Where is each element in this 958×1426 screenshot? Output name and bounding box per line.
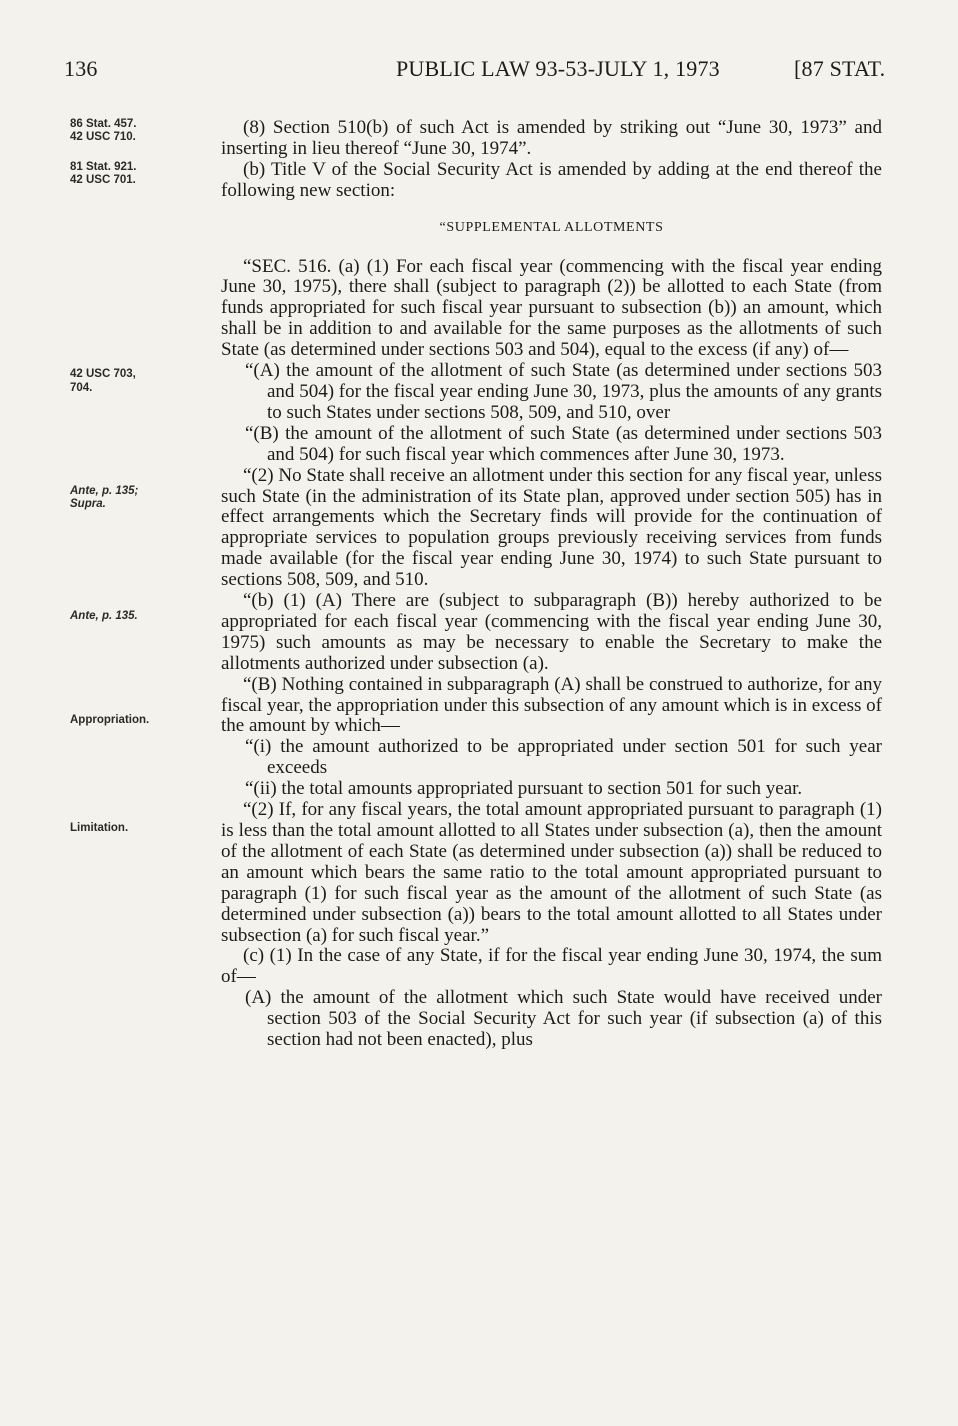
margin-note-usc: 42 USC 701.	[70, 174, 136, 186]
margin-note-stat: 81 Stat. 921.	[70, 161, 137, 173]
paragraph: (A) the amount of the allotment which such State would have received under section 503 of the Social Security Act for such year (if subsection (a) of this section had not been enacted), plus	[245, 987, 882, 1051]
margin-note-usc: 42 USC 710.	[70, 131, 136, 143]
margin-note-stat: 86 Stat. 457.	[70, 118, 137, 130]
paragraph: “(2) If, for any fiscal years, the total amount appropriated pursuant to paragraph (1) is less than the total amount allotted to all States under subsection (a), then the amount of the allotment of each State (as determined under subsection (a)) shall be reduced to an amount which bears the same ratio to the total amount appropriated pursuant to paragraph (1) for such fiscal year as the amount of the allotment of such State (as determined under subsection (a)) bears to the total amount allotted to all States under subsection (a) for such fiscal year.”	[221, 799, 882, 946]
margin-note-limitation: Limitation.	[70, 822, 129, 834]
margin-note-ante: Ante, p. 135.	[70, 610, 138, 622]
paragraph: “(2) No State shall receive an allotment under this section for any fiscal year, unless such State (in the administration of its State plan, approved under section 505) has in effect arrangements which the Secretary finds will provide for the continuation of appropriate services to population groups previously receiving services from funds made available (for the fiscal year ending June 30, 1974) to such State pursuant to sections 508, 509, and 510.	[221, 464, 882, 591]
paragraph: “(i) the amount authorized to be appropriated under section 501 for such year exceeds	[245, 736, 882, 779]
running-title: PUBLIC LAW 93-53-JULY 1, 1973	[396, 56, 720, 81]
paragraph: (b) Title V of the Social Security Act is amended by adding at the end thereof the following new section:	[221, 158, 882, 201]
margin-note-usc: 42 USC 703,	[70, 368, 136, 380]
paragraph: “(b) (1) (A) There are (subject to subparagraph (B)) hereby authorized to be appropriated for each fiscal year (commencing with the fiscal year ending June 30, 1975) such amounts as may be necessary to enable the Secretary to make the allotments authorized under subsection (a).	[221, 590, 882, 674]
paragraph: “SEC. 516. (a) (1) For each fiscal year (commencing with the fiscal year ending June 30, 1975), there shall (subject to paragraph (2)) be allotted to each State (from funds appropriated for such fiscal year pursuant to subsection (b)) an amount, which shall be in addition to and available for the same purposes as the allotments of such State (as determined under sections 503 and 504), equal to the excess (if any) of—	[221, 255, 882, 361]
margin-note-appropriation: Appropriation.	[70, 714, 150, 726]
paragraph: “(ii) the total amounts appropriated pursuant to section 501 for such year.	[245, 778, 803, 800]
margin-note-supra: Supra.	[70, 498, 106, 510]
paragraph: “(B) Nothing contained in subparagraph (A) shall be construed to authorize, for any fiscal year, the appropriation under this subsection of any amount which is in excess of the amount by which—	[221, 673, 882, 737]
margin-note-usc: 704.	[70, 382, 93, 394]
paragraph: “(A) the amount of the allotment of such State (as determined under sections 503 and 504) for the fiscal year ending June 30, 1973, plus the amounts of any grants to such States under sections 508, 509, and 510, over	[245, 360, 882, 423]
volume-reference: [87 STAT.	[794, 56, 886, 81]
page-number: 136	[64, 56, 98, 81]
paragraph: (8) Section 510(b) of such Act is amended by striking out “June 30, 1973” and inserting in lieu thereof “June 30, 1974”.	[221, 117, 882, 159]
paragraph: (c) (1) In the case of any State, if for the fiscal year ending June 30, 1974, the sum of—	[221, 945, 882, 988]
margin-note-ante: Ante, p. 135;	[70, 485, 139, 497]
paragraph: “(B) the amount of the allotment of such State (as determined under sections 503 and 504) for such fiscal year which commences after June 30, 1973.	[245, 422, 882, 465]
section-heading: “SUPPLEMENTAL ALLOTMENTS	[439, 219, 664, 235]
body-text	[221, 118, 882, 1051]
